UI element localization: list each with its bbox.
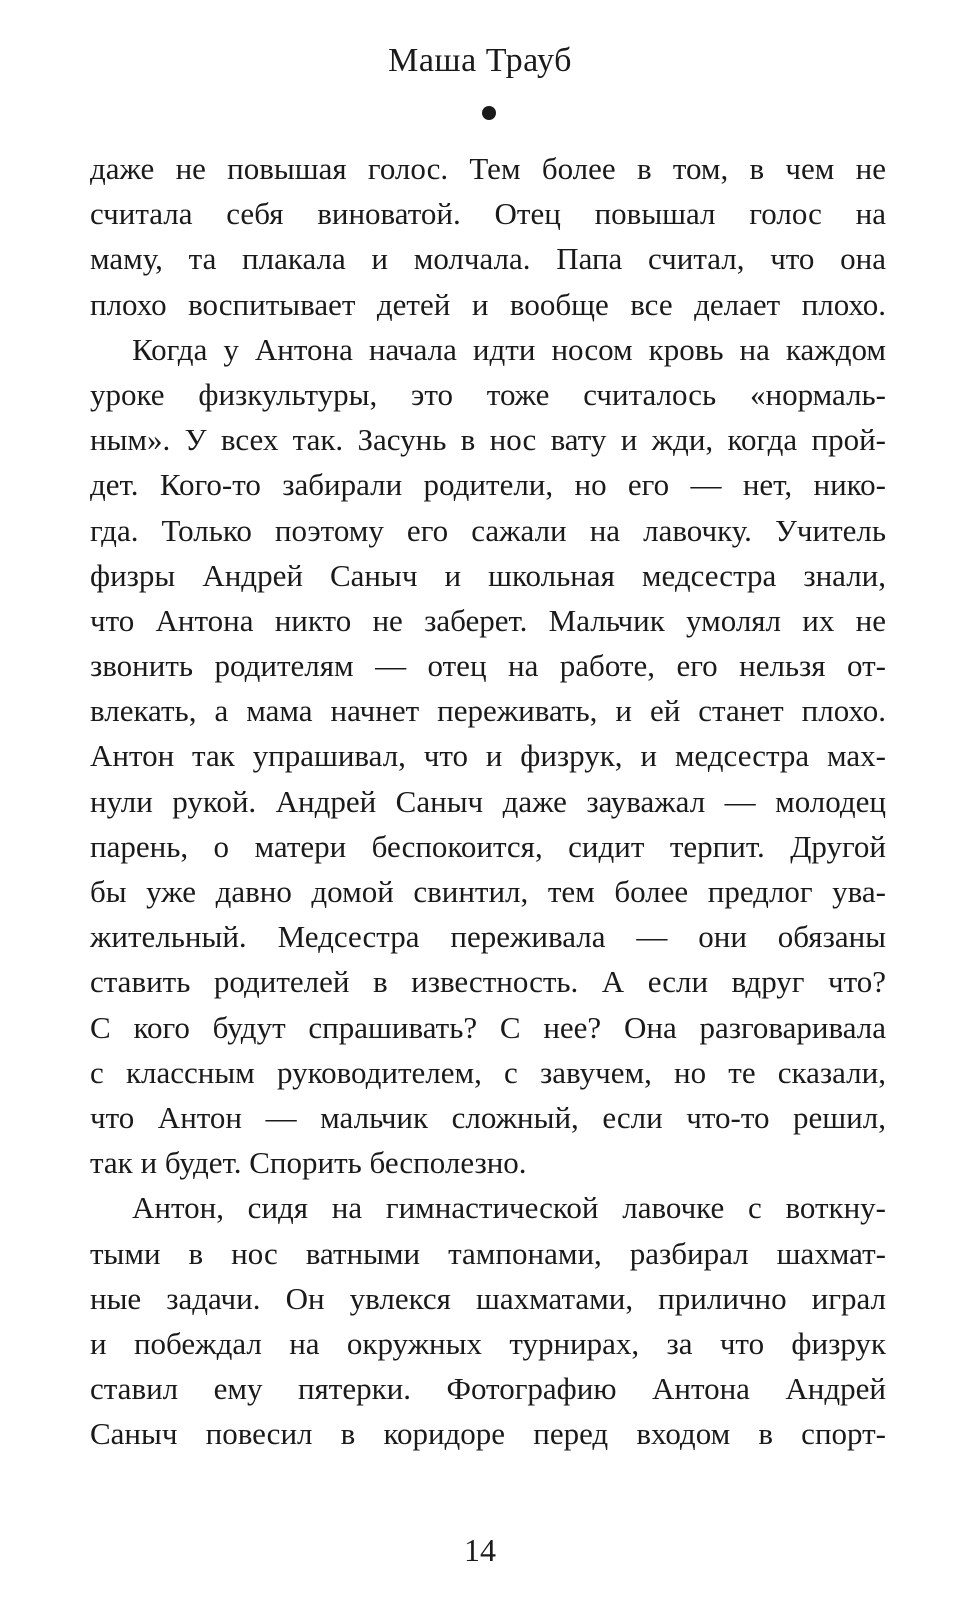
text-line: что Антона никто не заберет. Мальчик умолял их не <box>90 602 886 638</box>
text-line: Когда у Антона начала идти носом кровь на каждом <box>132 331 886 367</box>
text-line: бы уже давно домой свинтил, тем более предлог ува- <box>90 874 886 909</box>
text-line: ным». У всех так. Засунь в нос вату и жди, когда прой- <box>90 422 886 458</box>
text-line: влекать, а мама начнет переживать, и ей станет плохо. <box>90 693 886 729</box>
text-line: тыми в нос ватными тампонами, разбирал шахмат- <box>90 1235 886 1271</box>
text-line: С кого будут спрашивать? С нее? Она разговаривала <box>90 1009 886 1045</box>
text-line: ные задачи. Он увлекся шахматами, прилично играл <box>90 1280 886 1316</box>
page-number: 14 <box>464 1532 496 1568</box>
paragraph <box>90 1185 886 1456</box>
text-line: гда. Только поэтому его сажали на лавочку. Учитель <box>90 512 886 548</box>
text-line: физры Андрей Саныч и школьная медсестра знали, <box>90 557 886 593</box>
text-line: Антон, сидя на гимнастической лавочке с воткну- <box>132 1190 886 1226</box>
running-header-author: Маша Трауб <box>388 42 572 79</box>
paragraph <box>90 146 886 327</box>
text-line: уроке физкультуры, это тоже считалось «нормаль- <box>90 376 886 412</box>
text-line: даже не повышая голос. Тем более в том, в чем не <box>90 151 886 186</box>
text-line: ставил ему пятерки. Фотографию Антона Андрей <box>90 1371 886 1407</box>
text-line: нули рукой. Андрей Саныч даже зауважал — молодец <box>90 783 886 819</box>
text-line: так и будет. Спорить бесполезно. <box>90 1145 527 1181</box>
text-line: дет. Кого-то забирали родители, но его — нет, нико- <box>90 467 886 503</box>
header-bullet-ornament <box>482 106 496 120</box>
text-line: Антон так упрашивал, что и физрук, и медсестра мах- <box>90 738 886 774</box>
text-line: считала себя виноватой. Отец повышал голос на <box>90 196 886 232</box>
text-line: Саныч повесил в коридоре перед входом в спорт- <box>90 1416 886 1452</box>
paragraph <box>90 327 886 1186</box>
text-line: и побеждал на окружных турнирах, за что физрук <box>90 1325 886 1361</box>
text-line: звонить родителям — отец на работе, его нельзя от- <box>90 648 886 684</box>
body-text <box>90 146 886 1456</box>
text-line: с классным руководителем, с завучем, но те сказали, <box>90 1054 886 1090</box>
text-line: ставить родителей в известность. А если вдруг что? <box>90 964 886 1000</box>
text-line: маму, та плакала и молчала. Папа считал, что она <box>90 241 886 277</box>
text-line: что Антон — мальчик сложный, если что-то решил, <box>90 1099 886 1135</box>
text-line: парень, о матери беспокоится, сидит терпит. Другой <box>90 828 886 864</box>
text-line: плохо воспитывает детей и вообще все делает плохо. <box>90 286 886 322</box>
text-line: жительный. Медсестра переживала — они обязаны <box>90 919 886 955</box>
